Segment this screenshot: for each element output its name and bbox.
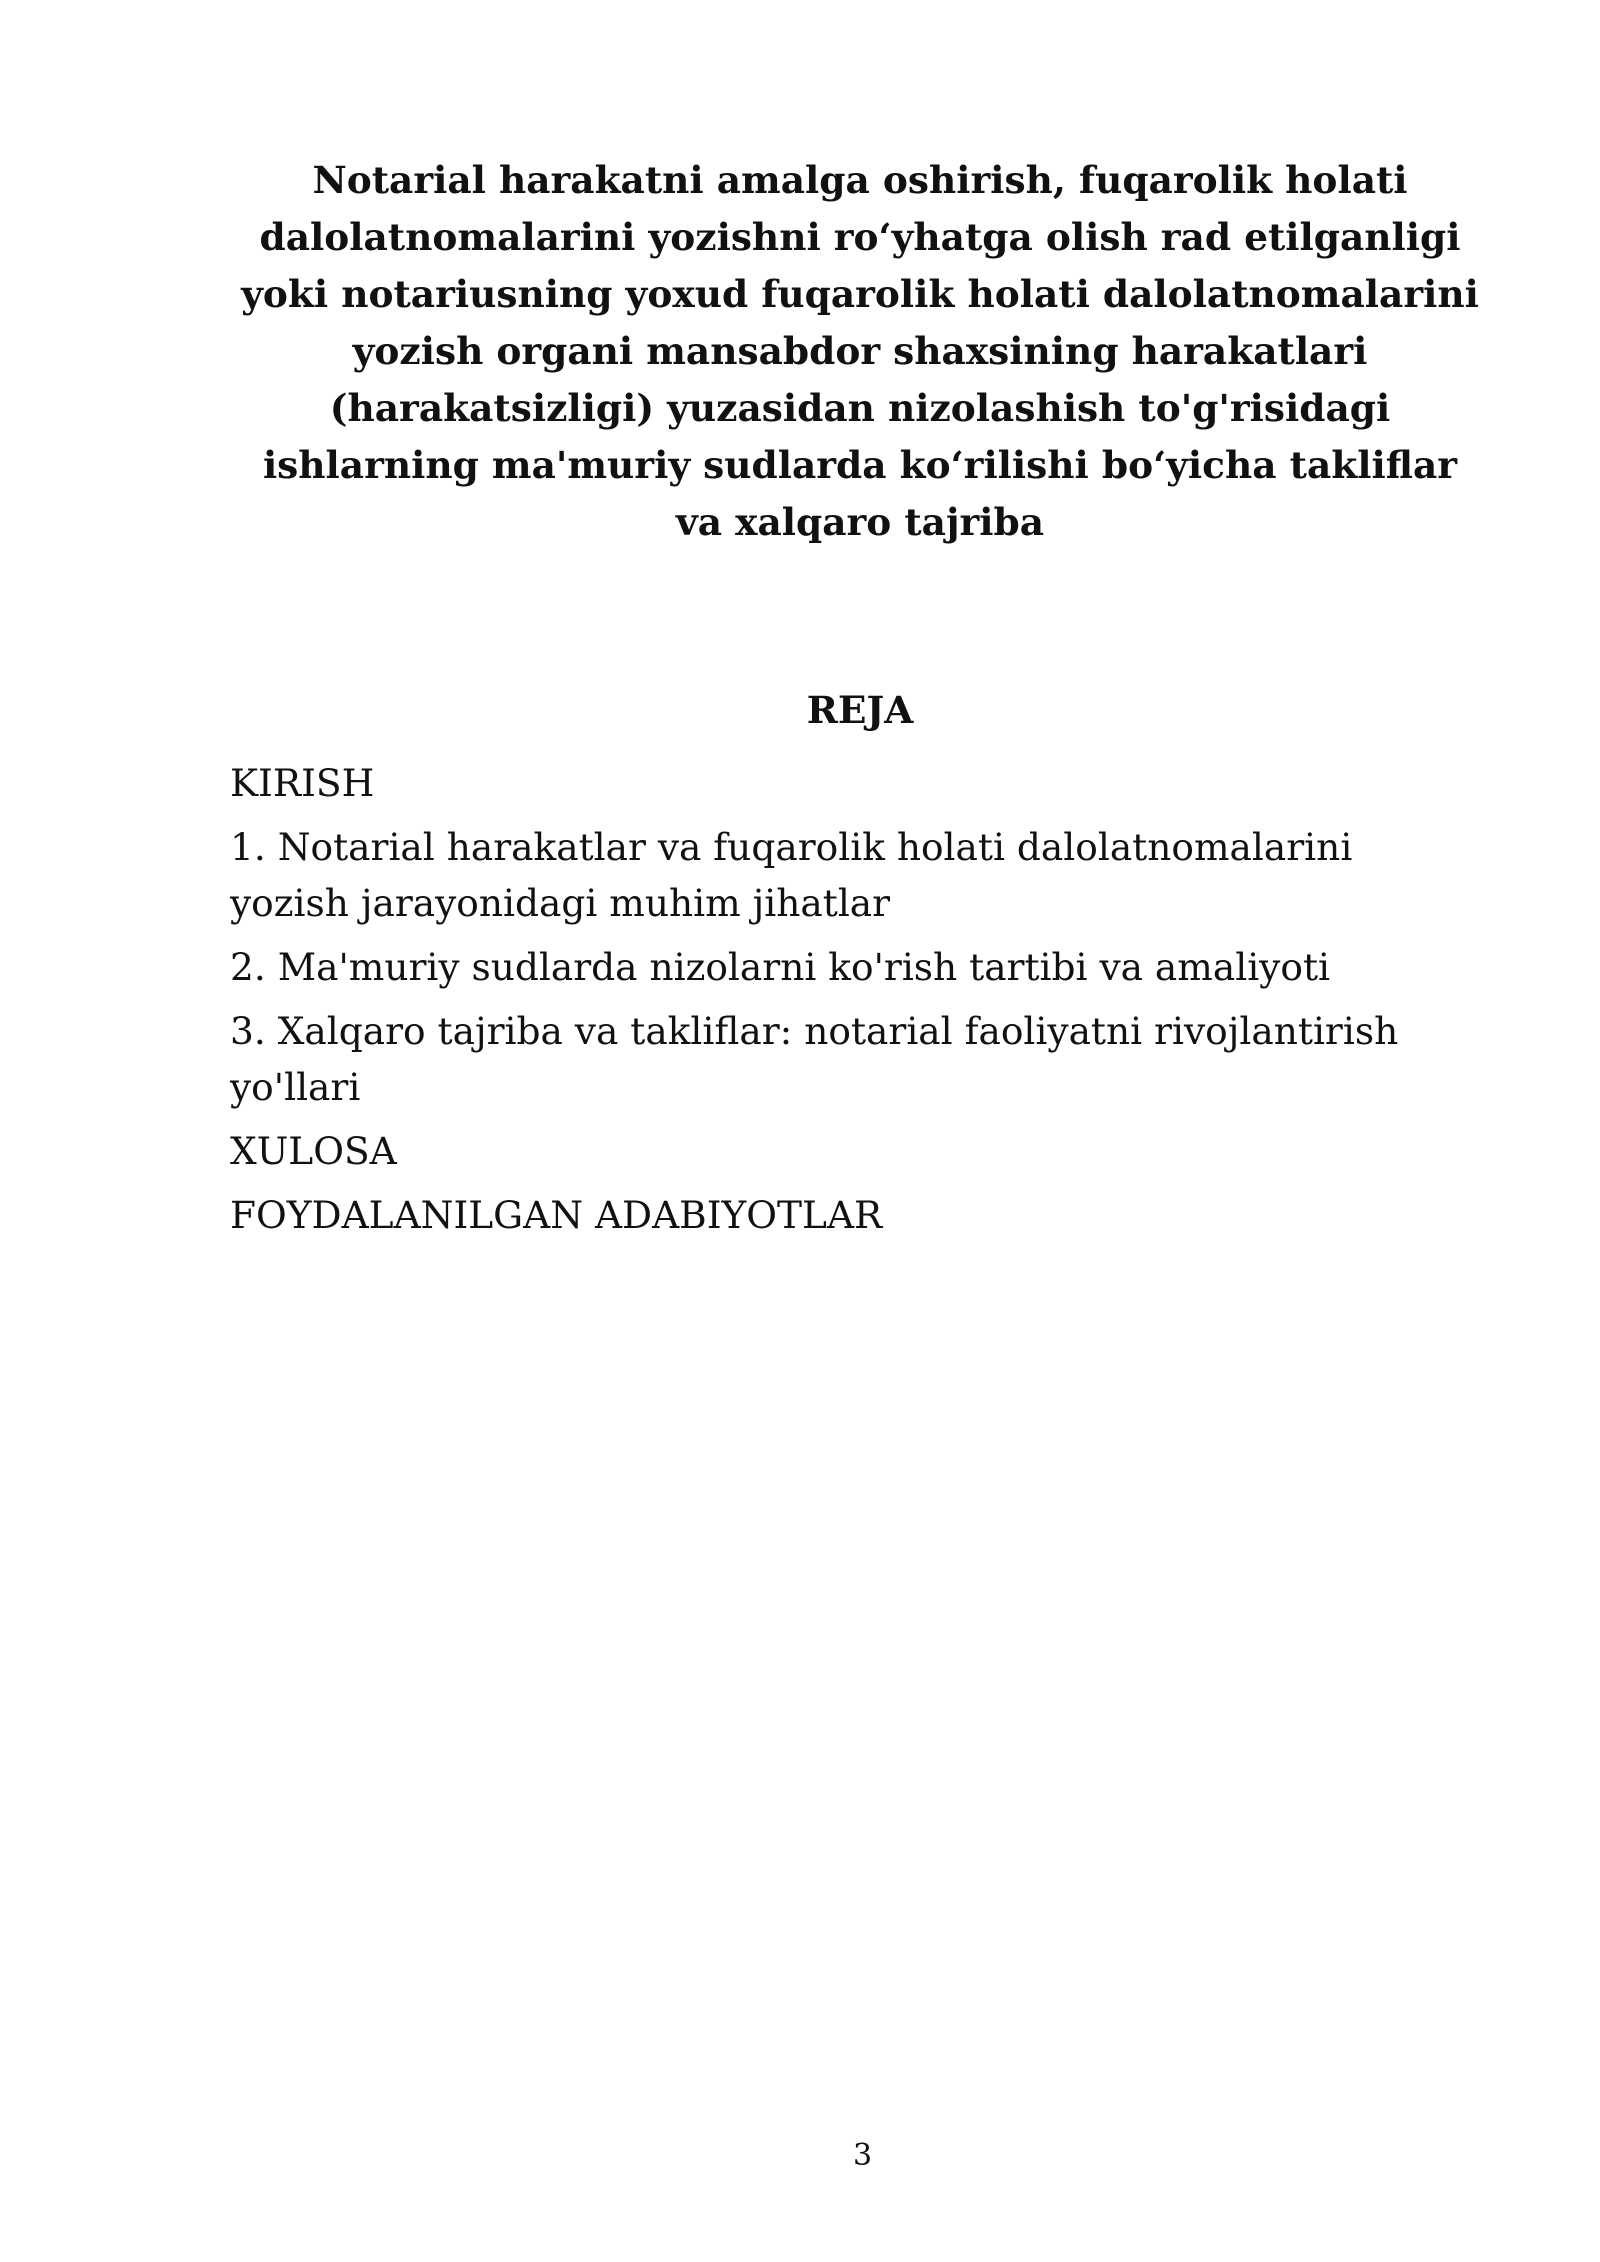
- plan-item-section-1: 1. Notarial harakatlar va fuqarolik holati dalolatnomalarini yozish jarayonidagi muhim jihatlar: [230, 825, 1353, 925]
- title-line: va xalqaro tajriba: [675, 500, 1045, 544]
- document-title: [200, 152, 1520, 551]
- plan-item-section-3: 3. Xalqaro tajriba va takliflar: notarial faoliyatni rivojlantirish yo'llari: [230, 1009, 1399, 1109]
- title-line: yozish organi mansabdor shaxsining harakatlari: [352, 329, 1368, 373]
- plan-list: [230, 755, 1440, 1251]
- title-line: ishlarning ma'muriy sudlarda ko‘rilishi bo‘yicha takliflar: [262, 443, 1458, 487]
- plan-item-references: FOYDALANILGAN ADABIYOTLAR: [230, 1193, 883, 1237]
- plan-item-conclusion: XULOSA: [230, 1129, 397, 1173]
- page-number: 3: [852, 2138, 873, 2173]
- plan-heading: REJA: [806, 688, 914, 732]
- title-line: (harakatsizligi) yuzasidan nizolashish to'g'risidagi: [329, 386, 1391, 430]
- title-line: yoki notariusning yoxud fuqarolik holati dalolatnomalarini: [241, 272, 1479, 316]
- plan-item-section-2: 2. Ma'muriy sudlarda nizolarni ko'rish tartibi va amaliyoti: [230, 945, 1331, 989]
- title-line: Notarial harakatni amalga oshirish, fuqarolik holati: [312, 158, 1408, 202]
- plan-item-introduction: KIRISH: [230, 761, 375, 805]
- title-line: dalolatnomalarini yozishni ro‘yhatga olish rad etilganligi: [259, 215, 1461, 259]
